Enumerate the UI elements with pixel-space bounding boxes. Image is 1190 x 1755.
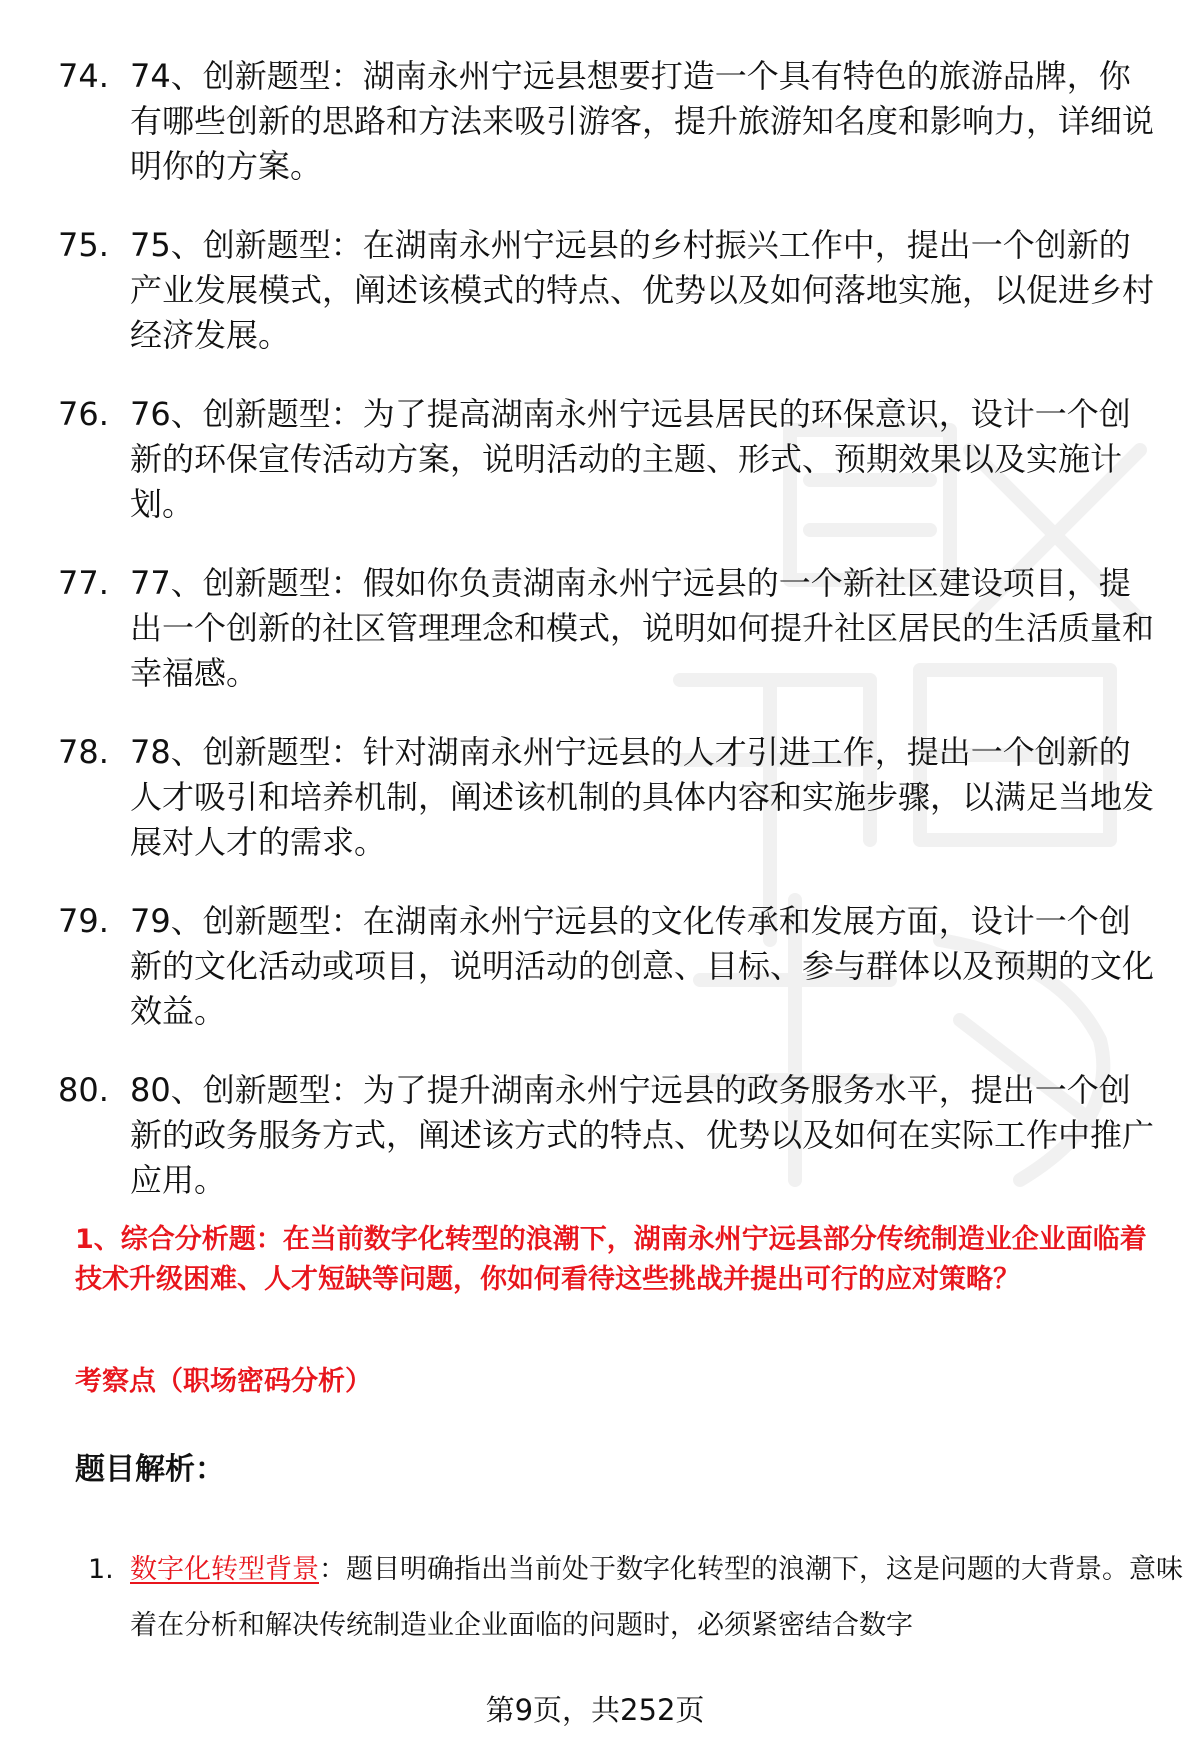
- question-text: 74、创新题型：湖南永州宁远县想要打造一个具有特色的旅游品牌，你有哪些创新的思路和方法来吸引游客，提升旅游知名度和影响力，详细说明你的方案。: [130, 57, 1155, 185]
- question-text: 77、创新题型：假如你负责湖南永州宁远县的一个新社区建设项目，提出一个创新的社区管理理念和模式，说明如何提升社区居民的生活质量和幸福感。: [130, 564, 1155, 692]
- question-text: 78、创新题型：针对湖南永州宁远县的人才引进工作，提出一个创新的人才吸引和培养机制，阐述该机制的具体内容和实施步骤，以满足当地发展对人才的需求。: [130, 733, 1155, 861]
- question-number: 76.: [58, 395, 109, 433]
- question-item-78: [58, 730, 1158, 865]
- question-text: 75、创新题型：在湖南永州宁远县的乡村振兴工作中，提出一个创新的产业发展模式，阐述该模式的特点、优势以及如何落地实施，以促进乡村经济发展。: [130, 226, 1155, 354]
- question-item-75: [58, 223, 1158, 358]
- question-list: [58, 54, 1158, 1237]
- question-item-74: [58, 54, 1158, 189]
- question-number: 80.: [58, 1071, 109, 1109]
- featured-question: 1、综合分析题：在当前数字化转型的浪潮下，湖南永州宁远县部分传统制造业企业面临着技术升级困难、人才短缺等问题，你如何看待这些挑战并提出可行的应对策略？: [75, 1224, 1147, 1295]
- question-number: 79.: [58, 902, 109, 940]
- focus-label: 考察点（职场密码分析）: [75, 1366, 372, 1397]
- analysis-point-keyword: 数字化转型背景: [130, 1554, 319, 1585]
- analysis-point-number: 1.: [88, 1554, 114, 1585]
- question-item-76: [58, 392, 1158, 527]
- page-footer: 第9页，共252页: [485, 1693, 705, 1727]
- analysis-point: [88, 1542, 1190, 1654]
- question-text: 80、创新题型：为了提升湖南永州宁远县的政务服务水平，提出一个创新的政务服务方式，阐述该方式的特点、优势以及如何在实际工作中推广应用。: [130, 1071, 1155, 1199]
- question-item-80: [58, 1068, 1158, 1203]
- question-item-77: [58, 561, 1158, 696]
- question-text: 79、创新题型：在湖南永州宁远县的文化传承和发展方面，设计一个创新的文化活动或项目，说明活动的创意、目标、参与群体以及预期的文化效益。: [130, 902, 1155, 1030]
- question-number: 74.: [58, 57, 109, 95]
- question-text: 76、创新题型：为了提高湖南永州宁远县居民的环保意识，设计一个创新的环保宣传活动方案，说明活动的主题、形式、预期效果以及实施计划。: [130, 395, 1131, 523]
- question-number: 78.: [58, 733, 109, 771]
- analysis-title: 题目解析：: [75, 1452, 225, 1487]
- analysis-point-text: ：题目明确指出当前处于数字化转型的浪潮下，这是问题的大背景。意味着在分析和解决传统制造业企业面临的问题时，必须紧密结合数字: [130, 1554, 1183, 1641]
- question-item-79: [58, 899, 1158, 1034]
- question-number: 75.: [58, 226, 109, 264]
- question-number: 77.: [58, 564, 109, 602]
